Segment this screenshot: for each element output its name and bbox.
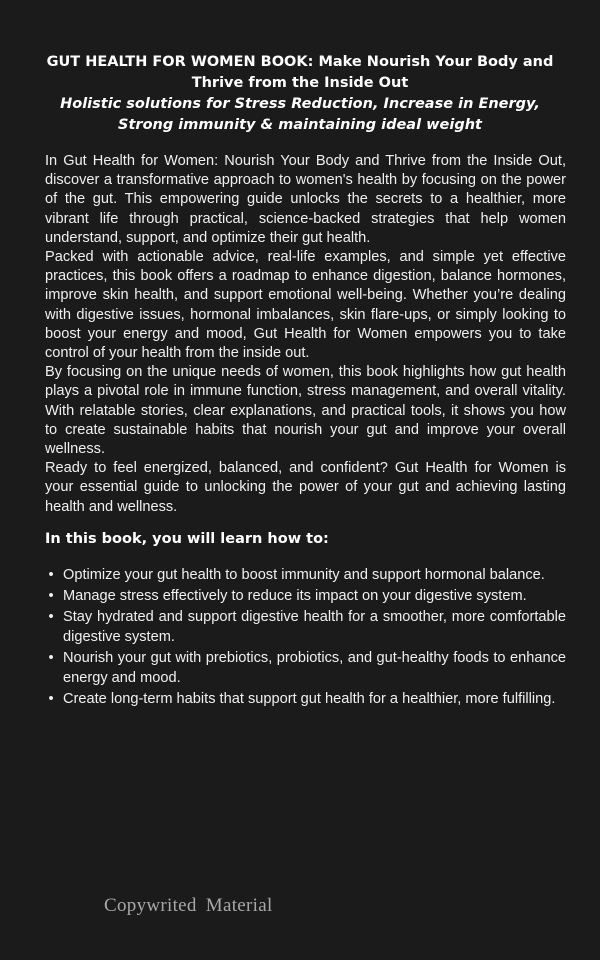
bullet-icon: • [48, 588, 54, 604]
book-subtitle: Holistic solutions for Stress Reduction, Increase in Energy, Strong immunity & maintaining ideal weight [60, 96, 540, 133]
title-block [30, 52, 570, 136]
list-item-text: Stay hydrated and support digestive health for a smoother, more comfortable digestive system. [63, 609, 566, 645]
learn-list [48, 565, 566, 710]
learn-heading: In this book, you will learn how to: [45, 531, 329, 547]
bullet-icon: • [48, 609, 54, 625]
list-item [48, 586, 566, 606]
list-item [48, 689, 566, 709]
list-item-text: Optimize your gut health to boost immunity and support hormonal balance. [63, 567, 545, 583]
list-item [48, 565, 566, 585]
description-paragraph: Ready to feel energized, balanced, and confident? Gut Health for Women is your essential guide to unlocking the power of your gut and achieving lasting health and wellness. [45, 460, 566, 515]
description-text [45, 152, 566, 517]
book-title: GUT HEALTH FOR WOMEN BOOK: Make Nourish Your Body and Thrive from the Inside Out [46, 54, 554, 91]
bullet-icon: • [48, 691, 54, 707]
list-item-text: Nourish your gut with prebiotics, probiotics, and gut-healthy foods to enhance energy and mood. [63, 650, 566, 686]
list-item [48, 648, 566, 688]
list-item-text: Manage stress effectively to reduce its impact on your digestive system. [63, 588, 527, 604]
description-paragraph: In Gut Health for Women: Nourish Your Body and Thrive from the Inside Out, discover a transformative approach to women's health by focusing on the power of the gut. This empowering guide unlocks the secrets to a healthier, more vibrant life through practical, science-backed strategies that help women understand, support, and optimize their gut health. [45, 153, 566, 246]
description-paragraph: Packed with actionable advice, real-life examples, and simple yet effective practices, this book offers a roadmap to enhance digestion, balance hormones, improve skin health, and support emotional well-being. Whether you’re dealing with digestive issues, hormonal imbalances, skin flare-ups, or simply looking to boost your energy and mood, Gut Health for Women empowers you to take control of your health from the inside out. [45, 249, 566, 362]
bullet-icon: • [48, 650, 54, 666]
description-paragraph: By focusing on the unique needs of women, this book highlights how gut health plays a pivotal role in immune function, stress management, and overall vitality. With relatable stories, clear explanations, and practical tools, it shows you how to create sustainable habits that nourish your gut and improve your overall wellness. [45, 364, 566, 458]
list-item-text: Create long-term habits that support gut health for a healthier, more fulfilling. [63, 691, 556, 707]
list-item [48, 607, 566, 647]
copyright-watermark: Copywrited Material [104, 895, 273, 916]
bullet-icon: • [48, 567, 54, 583]
